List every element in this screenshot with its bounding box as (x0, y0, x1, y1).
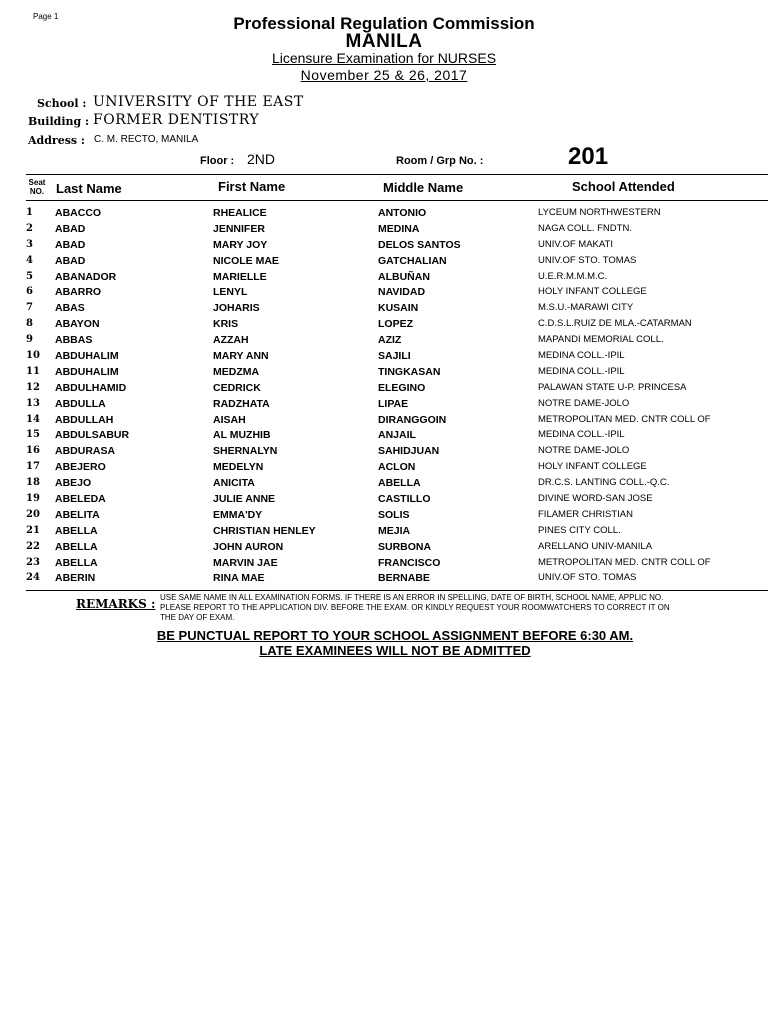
floor-value: 2ND (247, 151, 276, 167)
first-name-cell: AL MUZHIB (213, 429, 271, 442)
first-name-cell: JULIE ANNE (213, 493, 276, 506)
room-value: 201 (568, 143, 609, 170)
first-name-cell: RINA MAE (213, 572, 265, 585)
first-name-cell: MARIELLE (213, 270, 267, 283)
middle-name-cell: MEDINA (378, 222, 420, 235)
middle-name-cell: BERNABE (378, 572, 430, 585)
seat-number-cell: 1 (26, 207, 33, 218)
table-row (0, 555, 768, 571)
last-name-cell: ABANADOR (55, 270, 117, 283)
seat-number-cell: 15 (26, 429, 40, 441)
school-attended-cell: PINES CITY COLL. (538, 524, 621, 536)
first-name-cell: MARY ANN (213, 350, 269, 363)
school-attended-cell: METROPOLITAN MED. CNTR COLL OF (538, 556, 711, 568)
middle-name-cell: MEJIA (378, 524, 411, 537)
last-name-cell: ABEJO (55, 477, 92, 490)
school-value: UNIVERSITY OF THE EAST (93, 94, 304, 110)
last-name-cell: ABAS (55, 302, 85, 315)
middle-name-cell: ANTONIO (378, 207, 427, 219)
table-row (0, 396, 768, 412)
first-name-cell: RADZHATA (213, 397, 270, 410)
middle-name-cell: ALBUÑAN (378, 270, 430, 283)
last-name-cell: ABDULLA (55, 397, 106, 410)
page-number: Page 1 (33, 12, 59, 21)
table-row (0, 253, 768, 269)
school-attended-cell: PALAWAN STATE U-P. PRINCESA (538, 381, 687, 393)
table-row (0, 443, 768, 459)
school-attended-cell: NOTRE DAME-JOLO (538, 445, 630, 457)
school-attended-cell: U.E.R.M.M.M.C. (538, 270, 608, 282)
seat-number-cell: 5 (26, 270, 33, 282)
last-name-header: Last Name (56, 181, 122, 196)
exam-dates (0, 67, 768, 83)
middle-name-cell: NAVIDAD (378, 286, 426, 299)
table-row (0, 237, 768, 253)
middle-name-cell: LIPAE (378, 397, 409, 410)
middle-name-cell: TINGKASAN (378, 365, 441, 378)
list-bottom-rule (26, 590, 768, 591)
table-row (0, 284, 768, 300)
first-name-cell: JOHARIS (213, 302, 260, 315)
first-name-cell: NICOLE MAE (213, 254, 279, 267)
late-notice (0, 643, 768, 658)
first-name-cell: ANICITA (213, 477, 255, 490)
last-name-cell: ABACCO (55, 207, 102, 219)
middle-name-cell: CASTILLO (378, 493, 431, 506)
first-name-cell: AISAH (213, 413, 246, 426)
punctuality-notice (0, 628, 768, 643)
seat-number-cell: 20 (26, 508, 40, 520)
punctuality-notice-text: BE PUNCTUAL REPORT TO YOUR SCHOOL ASSIGNMENT BEFORE 6:30 AM. (156, 628, 634, 643)
school-attended-cell: METROPOLITAN MED. CNTR COLL OF (538, 413, 711, 425)
seat-number-cell: 9 (26, 334, 33, 346)
seat-number-cell: 12 (26, 381, 40, 393)
middle-name-cell: AZIZ (378, 334, 402, 347)
school-attended-cell: UNIV.OF STO. TOMAS (538, 254, 637, 266)
last-name-cell: ABDUHALIM (55, 350, 119, 363)
seat-number-cell: 2 (26, 222, 33, 234)
exam-dates-text: November 25 & 26, 2017 (300, 67, 468, 83)
last-name-cell: ABDULLAH (55, 413, 114, 426)
school-attended-cell: NAGA COLL. FNDTN. (538, 222, 632, 234)
table-row (0, 205, 768, 221)
school-attended-cell: M.S.U.-MARAWI CITY (538, 302, 634, 314)
school-attended-cell: MEDINA COLL.-IPIL (538, 350, 625, 362)
seat-number-cell: 18 (26, 477, 40, 489)
seat-number-cell: 6 (26, 286, 33, 298)
middle-name-cell: DELOS SANTOS (378, 238, 461, 251)
table-row (0, 332, 768, 348)
last-name-cell: ABARRO (55, 286, 102, 299)
first-name-cell: MARY JOY (213, 238, 268, 251)
remarks-text: USE SAME NAME IN ALL EXAMINATION FORMS. IF THERE IS AN ERROR IN SPELLING, DATE OF BIRTH, SCHOOL NAME, APPLIC NO. PLEASE REPORT TO THE APPLICATION DIV. BEFORE THE EXAM. OR KINDLY REQUEST YOUR ROOMWATCHERS TO CORRECT IT ON THE DAY OF EXAM. (160, 593, 670, 622)
first-name-cell: JENNIFER (213, 222, 265, 235)
seat-number-cell: 10 (26, 350, 40, 362)
middle-name-cell: SAHIDJUAN (378, 445, 440, 458)
last-name-cell: ABDURASA (55, 445, 116, 458)
school-attended-cell: UNIV.OF STO. TOMAS (538, 572, 637, 584)
last-name-cell: ABELEDA (55, 493, 106, 506)
school-attended-cell: DIVINE WORD-SAN JOSE (538, 493, 653, 505)
last-name-cell: ABELLA (55, 524, 98, 537)
school-attended-cell: NOTRE DAME-JOLO (538, 397, 630, 409)
school-attended-cell: C.D.S.L.RUIZ DE MLA.-CATARMAN (538, 318, 692, 330)
table-row (0, 269, 768, 285)
examinee-list (0, 205, 768, 586)
middle-name-cell: ABELLA (378, 477, 421, 490)
building-label: Building : (28, 115, 90, 128)
middle-name-cell: SURBONA (378, 540, 432, 553)
seat-number-cell: 7 (26, 302, 33, 314)
floor-label: Floor : (200, 155, 235, 167)
school-attended-cell: MAPANDI MEMORIAL COLL. (538, 334, 664, 346)
seat-number-cell: 17 (26, 461, 40, 473)
middle-name-cell: SOLIS (378, 508, 410, 521)
school-attended-cell: HOLY INFANT COLLEGE (538, 461, 647, 473)
first-name-cell: JOHN AURON (213, 540, 284, 553)
seat-number-cell: 11 (26, 365, 40, 377)
last-name-cell: ABEJERO (55, 461, 106, 474)
building-value: FORMER DENTISTRY (93, 112, 260, 128)
first-name-cell: AZZAH (213, 334, 249, 347)
school-attended-cell: HOLY INFANT COLLEGE (538, 286, 647, 298)
first-name-cell: RHEALICE (213, 207, 267, 219)
exam-title-text: Licensure Examination for NURSES (271, 50, 497, 66)
table-row (0, 300, 768, 316)
seat-number-cell: 22 (26, 540, 40, 552)
header-top-rule (26, 174, 768, 175)
middle-name-cell: ELEGINO (378, 381, 426, 394)
seat-header-line1: Seat (28, 178, 46, 187)
seat-number-cell: 16 (26, 445, 40, 457)
seat-number-cell: 19 (26, 493, 40, 505)
last-name-cell: ABAYON (55, 318, 100, 331)
seat-number-cell: 3 (26, 238, 33, 250)
remarks-label: REMARKS : (76, 597, 156, 611)
school-attended-cell: MEDINA COLL.-IPIL (538, 429, 625, 441)
table-row (0, 507, 768, 523)
middle-name-cell: FRANCISCO (378, 556, 441, 569)
late-notice-text: LATE EXAMINEES WILL NOT BE ADMITTED (259, 643, 531, 658)
table-row (0, 539, 768, 555)
school-attended-cell: DR.C.S. LANTING COLL.-Q.C. (538, 477, 670, 489)
table-row (0, 348, 768, 364)
first-name-cell: LENYL (213, 286, 248, 299)
school-label: School : (37, 97, 87, 110)
table-row (0, 412, 768, 428)
first-name-cell: CHRISTIAN HENLEY (213, 524, 316, 537)
table-row (0, 570, 768, 586)
school-attended-cell: UNIV.OF MAKATI (538, 238, 613, 250)
last-name-cell: ABDUHALIM (55, 365, 119, 378)
school-attended-cell: FILAMER CHRISTIAN (538, 508, 634, 520)
middle-name-cell: ANJAIL (378, 429, 416, 442)
first-name-cell: SHERNALYN (213, 445, 278, 458)
middle-name-cell: KUSAIN (378, 302, 419, 315)
last-name-cell: ABBAS (55, 334, 93, 347)
table-row (0, 475, 768, 491)
room-label: Room / Grp No. : (396, 155, 484, 167)
first-name-cell: KRIS (213, 318, 239, 331)
last-name-cell: ABAD (55, 222, 86, 235)
last-name-cell: ABDULSABUR (55, 429, 130, 442)
middle-name-cell: ACLON (378, 461, 416, 474)
commission-title: Professional Regulation Commission (233, 14, 535, 33)
seat-number-cell: 24 (26, 572, 40, 584)
seat-number-cell: 23 (26, 556, 40, 568)
middle-name-cell: GATCHALIAN (378, 254, 447, 267)
address-label: Address : (28, 134, 85, 147)
table-row (0, 380, 768, 396)
first-name-cell: MEDELYN (213, 461, 264, 474)
first-name-header: First Name (218, 179, 286, 194)
school-attended-cell: LYCEUM NORTHWESTERN (538, 207, 661, 218)
table-row (0, 364, 768, 380)
table-row (0, 459, 768, 475)
city-title: MANILA (345, 31, 423, 52)
table-row (0, 427, 768, 443)
middle-name-cell: SAJILI (378, 350, 411, 363)
last-name-cell: ABDULHAMID (55, 381, 127, 394)
first-name-cell: EMMA'DY (213, 508, 263, 521)
table-row (0, 221, 768, 237)
seat-column-header (26, 178, 48, 196)
school-attended-cell: ARELLANO UNIV-MANILA (538, 540, 653, 552)
last-name-cell: ABELITA (55, 508, 100, 521)
first-name-cell: MARVIN JAE (213, 556, 278, 569)
exam-title (0, 50, 768, 66)
middle-name-cell: LOPEZ (378, 318, 414, 331)
first-name-cell: MEDZMA (213, 365, 260, 378)
middle-name-header: Middle Name (383, 180, 464, 195)
table-row (0, 491, 768, 507)
seat-number-cell: 14 (26, 413, 40, 425)
table-row (0, 523, 768, 539)
header-bottom-rule (26, 200, 768, 201)
middle-name-cell: DIRANGGOIN (378, 413, 447, 426)
last-name-cell: ABELLA (55, 540, 98, 553)
first-name-cell: CEDRICK (213, 381, 261, 394)
seat-number-cell: 8 (26, 318, 33, 330)
school-attended-cell: MEDINA COLL.-IPIL (538, 365, 625, 377)
seat-header-line2: NO. (29, 187, 45, 196)
last-name-cell: ABELLA (55, 556, 98, 569)
last-name-cell: ABAD (55, 254, 86, 267)
school-attended-header: School Attended (572, 179, 675, 194)
last-name-cell: ABERIN (55, 572, 96, 585)
table-row (0, 316, 768, 332)
last-name-cell: ABAD (55, 238, 86, 251)
seat-number-cell: 13 (26, 397, 40, 409)
address-value: C. M. RECTO, MANILA (94, 134, 199, 145)
seat-number-cell: 21 (26, 524, 40, 536)
seat-number-cell: 4 (26, 254, 33, 266)
